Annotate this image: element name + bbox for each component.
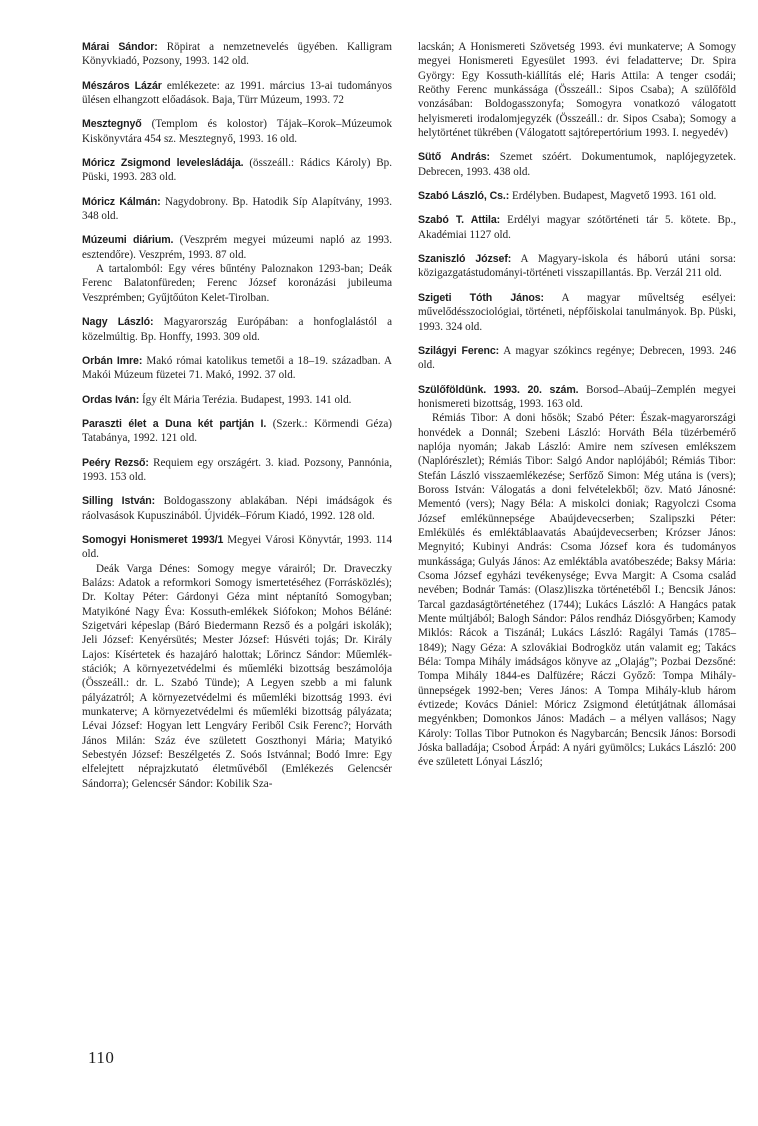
entry-citation: Röpirat a nemzetnevelés ügyében. Kalligram Könyvkiadó, Pozsony, 1993. 142 old.: [82, 41, 392, 68]
entry-text: [82, 393, 392, 407]
entry-text: [418, 291, 736, 334]
entry-citation: (Veszprém megyei múzeumi napló az 1993. esztendőre). Veszprém, 1993. 87 old.: [82, 234, 392, 261]
entry-citation: Így élt Mária Terézia. Budapest, 1993. 141 old.: [139, 393, 352, 406]
entry-citation: Megyei Városi Könyvtár, 1993. 114 old.: [82, 533, 392, 561]
bibliography-entry: [82, 417, 392, 446]
bibliography-entry: [82, 315, 392, 344]
entry-citation: A magyar műveltség esélyei: művelődésszociológiai, történeti, népfőiskolai tanulmányok. Bp. Püski, 1993. 324 old.: [418, 291, 736, 333]
bibliography-entry: [82, 233, 392, 305]
entry-text: [82, 533, 392, 562]
entry-heading: Silling István:: [82, 495, 156, 508]
entry-citation: A Magyary-iskola és háború utáni sorsa: közigazgatástudományi-történeti visszapillantás. Bp. Verzál 211 old.: [418, 253, 736, 280]
entry-text: [82, 354, 392, 383]
bibliography-entry: [82, 40, 392, 69]
entry-citation: (Templom és kolostor) Tájak–Korok–Múzeumok Kiskönyvtára 454 sz. Mesztegnyő, 1993. 16 old.: [82, 118, 392, 145]
entry-heading: Móricz Zsigmond levelesládája.: [82, 157, 244, 170]
bibliography-entry: [82, 117, 392, 146]
entry-text: [418, 213, 736, 242]
entry-citation: A magyar szókincs regénye; Debrecen, 1993. 246 old.: [418, 344, 737, 372]
entry-heading: Szabó László, Cs.:: [418, 190, 510, 203]
entry-citation: lacskán; A Honismereti Szövetség 1993. évi munkaterve; A Somogy megyei Honismereti Egyesület 1993. évi feladatterve; Dr. Spira György: Egy Kossuth-kiállítás elé; Haris Attila: A tenger csodái; Reöthy Ferenc munkássága (Összeáll.: Sipos Csaba); A szülőföld vonzásában: Boldogasszonyfa; Somogyra vonatkozó válogatott helyismereti irodalomjegyzék (Összeáll.: dr. Sipos Csaba); Somogy a helytörténet tükrében (Válogatott sajtórepertórium 1993. I. negyedév): [418, 41, 736, 140]
entry-text: [82, 494, 392, 523]
entry-citation: Szemet szóért. Dokumentumok, naplójegyzetek. Debrecen, 1993. 438 old.: [418, 151, 736, 178]
bibliography-entry: [418, 189, 736, 203]
entry-citation: Erdélyben. Budapest, Magvető 1993. 161 old.: [509, 190, 717, 203]
entry-text: [418, 383, 736, 412]
entry-citation: Borsod–Abaúj–Zemplén megyei honismereti bizottság, 1993. 163 old.: [418, 383, 736, 410]
entry-contents: A tartalomból: Egy véres bűntény Paloznakon 1293-ban; Deák Ferenc Balatonfüreden; Ferenc József koronázási jubileuma Veszprémben; Gyűjtőúton Kelet-Tirolban.: [82, 263, 392, 304]
entry-heading: Márai Sándor:: [82, 41, 158, 53]
entry-heading: Szigeti Tóth János:: [418, 291, 544, 304]
entry-text: [82, 117, 392, 146]
bibliography-entry: [418, 213, 736, 242]
entry-text: [418, 344, 736, 373]
entry-text: [418, 40, 736, 140]
entry-text: [82, 315, 392, 344]
entry-text: [418, 150, 736, 179]
entry-heading: Paraszti élet a Duna két partján I.: [82, 417, 267, 430]
bibliography-entry: [82, 79, 392, 108]
entry-citation: emlékezete: az 1991. március 13-ai tudományos ülésen elhangzott előadások. Baja, Türr Múzeum, 1993. 72: [82, 79, 393, 107]
entry-heading: Múzeumi diárium.: [82, 234, 174, 247]
left-column: [82, 40, 392, 801]
bibliography-entry: [82, 195, 392, 224]
bibliography-entry: [418, 150, 736, 179]
entry-citation: (Szerk.: Körmendi Géza) Tatabánya, 1992. 121 old.: [82, 417, 392, 445]
bibliography-entry: [82, 456, 392, 485]
entry-text: [82, 156, 392, 185]
entry-contents: Deák Varga Dénes: Somogy megye várairól; Dr. Draveczky Balázs: Adatok a reformkori Somogy ismertetéséhez (Forrásközlés); Dr. Koltay Péter: Gárdonyi Géza mint néptanító Somogyban; Matyikóné Nagy Éva: Kossuth-emlékek Siófokon; Mohos Béláné: Szigetvári képeslap (Báró Biedermann Rezső és a polgári iskolák); Jeli József: Kenyérsütés; Mester József: Húsvéti tojás; Dr. Király Lajos: Kísértetek és hazajáró halottak; Lőrincz Sándor: Műemlék-stációk; A környezetvédelmi és műemléki bizottság beszámolója (Összeáll.: dr. L. Szabó Tünde); A Legyen szebb a mi falunk pályázatról; A környezetvédelmi és műemléki bizottság 1993. évi munkaterve; A környezetvédelmi és műemléki bizottság pályázata; Lévai József: Hogyan lett Lengváry Feriből Csik Ferenc?; Horváth János Milán: Száz éve született Goszthonyi Mária; Matyikó Sebestyén József: Beszélgetés Z. Soós Istvánnal; Bodó Imre: Egy elfelejtett néprajzkutató életművéből (Emlékezés Gelencsér Sándorra); Gelencsér Sándor: Kobilik Sza-: [82, 562, 392, 790]
entry-heading: Szülőföldünk. 1993. 20. szám.: [418, 383, 579, 396]
entry-citation: Requiem egy országért. 3. kiad. Pozsony, Pannónia, 1993. 153 old.: [82, 456, 392, 483]
entry-text: [82, 79, 392, 108]
entry-text: [82, 40, 392, 69]
entry-heading: Szilágyi Ferenc:: [418, 344, 500, 357]
entry-heading: Móricz Kálmán:: [82, 195, 161, 208]
entry-heading: Nagy László:: [82, 316, 154, 329]
right-column: [418, 40, 736, 780]
bibliography-entry: [418, 291, 736, 334]
entry-heading: Szaniszló József:: [418, 253, 512, 266]
bibliography-entry: [418, 344, 736, 373]
entry-heading: Mesztegnyő: [82, 118, 142, 131]
bibliography-entry: [82, 156, 392, 185]
entry-heading: Somogyi Honismeret 1993/1: [82, 533, 224, 546]
entry-citation: Erdélyi magyar szótörténeti tár 5. kötete. Bp., Akadémiai 1127 old.: [418, 214, 736, 241]
bibliography-entry: [82, 533, 392, 791]
entry-text: [418, 189, 736, 203]
entry-citation: (összeáll.: Rádics Károly) Bp. Püski, 1993. 283 old.: [82, 157, 392, 184]
entry-text: [82, 456, 392, 485]
entry-heading: Szabó T. Attila:: [418, 214, 501, 227]
entry-text: [82, 233, 392, 262]
entry-heading: Mészáros Lázár: [82, 79, 162, 92]
entry-text: [418, 252, 736, 281]
entry-citation: Magyarország Európában: a honfoglalástól a közelmúltig. Bp. Honffy, 1993. 309 old.: [82, 316, 392, 343]
bibliography-entry: [418, 40, 736, 140]
entry-text: [82, 195, 392, 224]
bibliography-entry: [82, 494, 392, 523]
entry-citation: Boldogasszony ablakában. Népi imádságok és ráolvasások Kupuszinából. Újvidék–Fórum Kiadó, 1992. 128 old.: [82, 495, 392, 522]
entry-text: [82, 417, 392, 446]
entry-citation: Nagydobrony. Bp. Hatodik Síp Alapítvány, 1993. 348 old.: [82, 195, 392, 223]
bibliography-entry: [418, 383, 736, 770]
page-number: 110: [88, 1048, 115, 1067]
entry-citation: Makó római katolikus temetői a 18–19. században. A Makói Múzeum füzetei 71. Makó, 1992. 37 old.: [82, 354, 392, 382]
bibliography-entry: [418, 252, 736, 281]
entry-heading: Orbán Imre:: [82, 354, 143, 367]
bibliography-entry: [82, 354, 392, 383]
entry-heading: Ordas Iván:: [82, 393, 140, 406]
entry-heading: Peéry Rezső:: [82, 456, 149, 469]
entry-heading: Sütő András:: [418, 151, 490, 164]
entry-contents: Rémiás Tibor: A doni hősök; Szabó Péter: Észak-magyarországi honvédek a Donnál; Szebeni László: Horváth Béla tüzérbemérő naplója nyomán; Jakab László: Amire nem szívesen emlékszem (Naplórészlet); Rémiás Tibor: Salgó Andor naplójából; Rémiás Tibor: Stefán László visszaemlékezése; Serfőző Simon: Még utána is (vers); Boross István: Válogatás a doni felvételekből; özv. Mató Jánosné: Mementó (vers); Nagy Béla: A miskolci doniak; Ragyolczi Csoma József emlékünnepsége Abaújdevecserben; Szalipszki Péter: Emlékülés és emléktáblaavatás Abaújdevecserben; Krózser János: Megnyitó; Kubinyi András: Csoma József kora és tudományos munkássága; Gulyás János: Az emléktábla avatóbeszéde; Baksy Mária: Csoma József egyházi tevékenysége; Evva Margit: A Csoma család nevében; Bodnár Tamás: (Olasz)liszka történetéből I.; Bencsik János: Tarcal gazdaságtörténetéhez (1744); Lukács László: A Hangács patak Mente múltjából; Balogh Sándor: Pálos rendház Diósgyőrben; Kamody Miklós: Rácok a Tiszánál; Lukács László: Ragályi Tamás (1785–1849); Nagy Géza: A szlovákiai Bodrogköz után valamit eg; Takács Béla: Tompa Mihály imádságos könyve az „Olajág”; Pozbai Dezsőné: Tompa Mihály 1844-es Dalfüzére; Ráczi Győző: Tompa Mihály-ünnepségek 1992-ben; Veres János: A Tompa Mihály-klub három évtizede; Kovács Dániel: Móricz Zsigmond életútjátnak állomásai megyénkben; Domonkos János: Madách – a mélyen vallásos; Nagy Károly: Tollas Tibor Putnokon és Nagybarcán; Bencsik János: Borsodi Jóska balladája; Csobod Árpád: A nyári gyümölcs; Lukács László: 200 éve született Lónyai László;: [418, 412, 736, 769]
bibliography-entry: [82, 393, 392, 407]
